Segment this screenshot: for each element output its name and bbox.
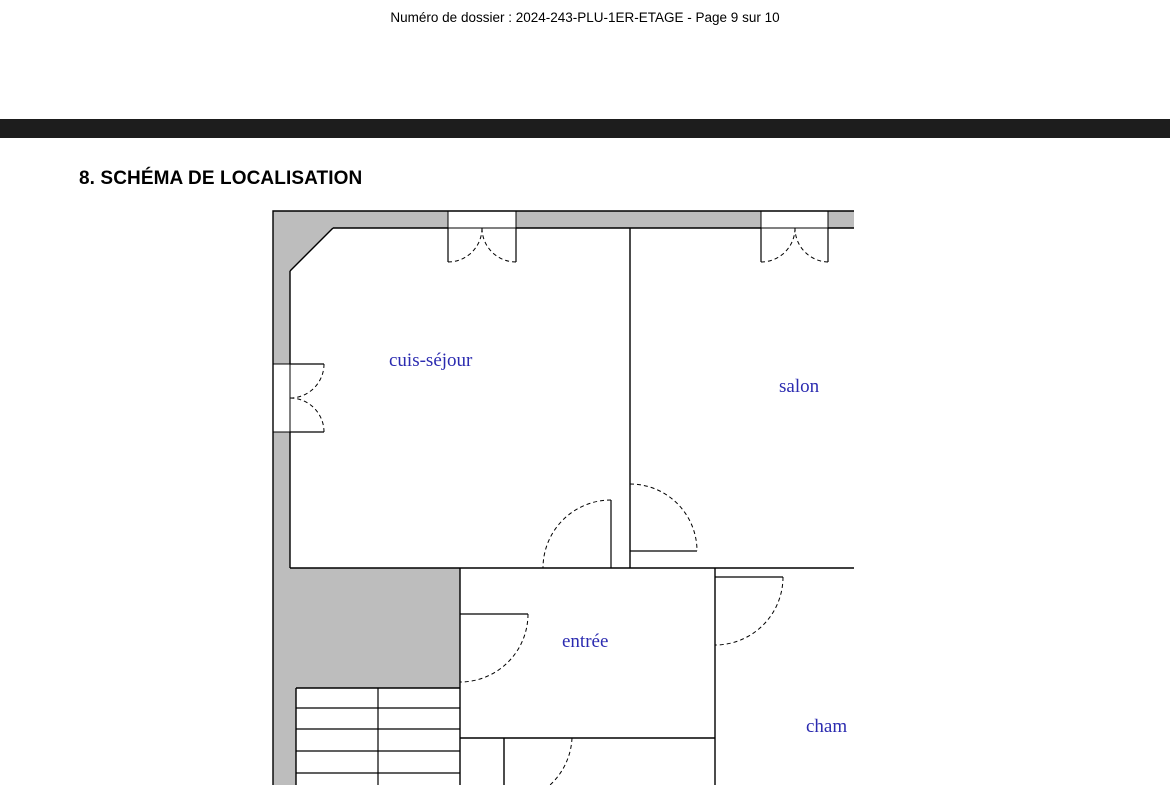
- staircase: [296, 688, 460, 785]
- walls: [273, 211, 854, 785]
- room-label-salon: salon: [779, 376, 820, 397]
- wall-openings: [273, 211, 828, 432]
- document-header: Numéro de dossier : 2024-243-PLU-1ER-ETAGE - Page 9 sur 10: [390, 10, 780, 25]
- room-label-entree: entrée: [562, 631, 609, 652]
- wall-outlines: [273, 211, 854, 785]
- section-title: 8. SCHÉMA DE LOCALISATION: [79, 168, 363, 189]
- floor-plan-diagram: [272, 210, 854, 785]
- door-leaves: [290, 228, 828, 614]
- door-swings: [290, 228, 828, 785]
- header-divider-band: [0, 119, 1170, 138]
- room-label-cuis-sejour: cuis-séjour: [389, 350, 473, 371]
- floor-plan-drawing: [272, 210, 854, 785]
- room-label-chambre: cham: [806, 716, 848, 737]
